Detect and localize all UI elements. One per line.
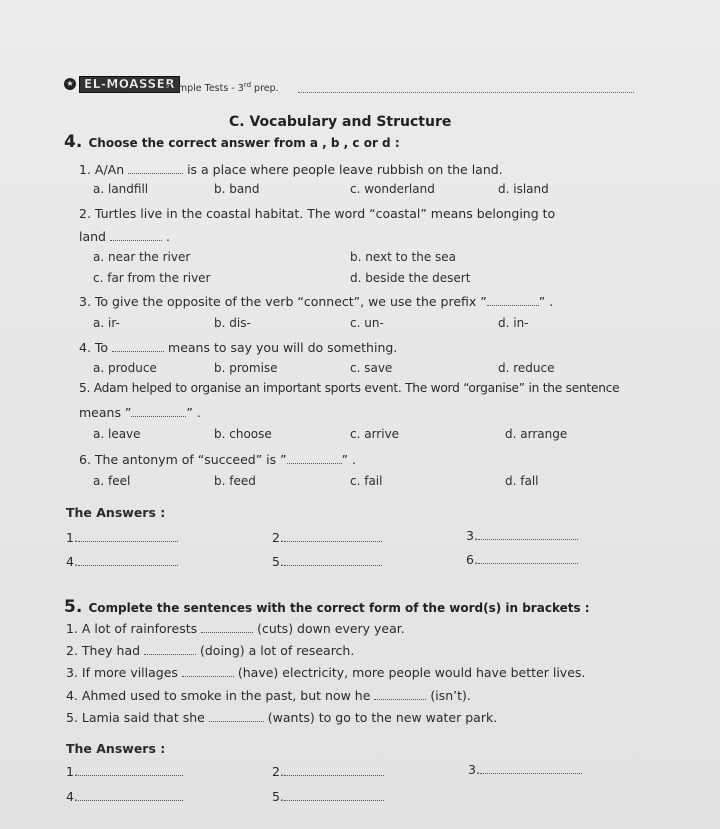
answer-4-6	[466, 552, 578, 567]
question-6	[79, 452, 356, 467]
q3-post: ” .	[538, 294, 554, 309]
q2-post: .	[161, 229, 170, 244]
s4-blank[interactable]	[374, 699, 426, 700]
q2-pre: land	[79, 229, 110, 244]
sentence-3	[66, 665, 585, 680]
answer-5-5	[272, 789, 384, 804]
answer-label: 2.	[272, 530, 284, 545]
q2-option-d[interactable]: d. beside the desert	[350, 271, 471, 285]
q5-blank[interactable]	[131, 416, 186, 417]
section5-heading	[64, 597, 590, 617]
answer-label: 1.	[66, 764, 78, 779]
question-2-line1: 2. Turtles live in the coastal habitat. The word “coastal” means belonging to	[79, 206, 556, 221]
s2-blank[interactable]	[144, 654, 196, 655]
answer-5-1	[66, 764, 183, 779]
q6-option-b[interactable]: b. feed	[214, 474, 256, 488]
question-5-line1: 5. Adam helped to organise an important sports event. The word “organise” in the sentence	[79, 381, 620, 395]
answer-label: 4.	[66, 554, 78, 569]
answer-blank[interactable]	[78, 565, 178, 566]
answer-label: 5.	[272, 789, 284, 804]
answer-blank[interactable]	[480, 773, 582, 774]
answer-blank[interactable]	[478, 563, 578, 564]
answer-blank[interactable]	[478, 539, 578, 540]
logo-emblem-icon: ★	[64, 78, 76, 90]
s5-pre: 5. Lamia said that she	[66, 710, 209, 725]
publisher-logo	[64, 76, 180, 92]
section5-answers-heading: The Answers :	[66, 741, 166, 756]
q5-post: ” .	[186, 405, 201, 420]
q4-option-c[interactable]: c. save	[350, 361, 393, 375]
q3-option-b[interactable]: b. dis-	[214, 316, 251, 330]
answer-label: 2.	[272, 764, 284, 779]
q1-option-b[interactable]: b. band	[214, 182, 260, 196]
q5-option-d[interactable]: d. arrange	[505, 427, 568, 441]
answer-label: 5.	[272, 554, 284, 569]
section4-answers-heading: The Answers :	[66, 505, 166, 520]
question-2-line2	[79, 229, 170, 244]
q1-option-c[interactable]: c. wonderland	[350, 182, 435, 196]
answer-4-4	[66, 554, 178, 569]
q5-option-c[interactable]: c. arrive	[350, 427, 400, 441]
s4-post: (isn’t).	[426, 688, 471, 703]
s4-pre: 4. Ahmed used to smoke in the past, but now he	[66, 688, 375, 703]
q1-blank[interactable]	[128, 173, 183, 174]
q6-blank[interactable]	[287, 463, 342, 464]
s3-post: (have) electricity, more people would have better lives.	[233, 665, 586, 680]
sentence-4	[66, 688, 471, 703]
answer-blank[interactable]	[78, 775, 183, 776]
sample-label-sup: rd	[243, 81, 252, 89]
q4-option-d[interactable]: d. reduce	[498, 361, 555, 375]
q3-pre: 3. To give the opposite of the verb “connect”, we use the prefix ”	[79, 294, 487, 309]
s1-blank[interactable]	[201, 632, 253, 633]
sample-label-text: Sample Tests - 3	[166, 83, 244, 95]
s5-blank[interactable]	[209, 721, 264, 722]
q6-option-d[interactable]: d. fall	[505, 474, 539, 488]
q1-option-d[interactable]: d. island	[498, 182, 549, 196]
q6-option-c[interactable]: c. fail	[350, 474, 383, 488]
answer-4-5	[272, 554, 382, 569]
answer-blank[interactable]	[284, 800, 384, 801]
answer-label: 4.	[66, 789, 78, 804]
q2-option-a[interactable]: a. near the river	[93, 250, 191, 264]
answer-label: 3.	[468, 762, 480, 777]
answer-label: 6.	[466, 552, 478, 567]
q5-pre: means ”	[79, 405, 132, 420]
s3-blank[interactable]	[182, 676, 234, 677]
question-4	[79, 340, 397, 355]
section5-number: 5.	[64, 597, 83, 617]
answer-label: 1.	[66, 530, 78, 545]
q1-option-a[interactable]: a. landfill	[93, 182, 149, 196]
section4-heading	[64, 132, 400, 152]
section5-instruction: Complete the sentences with the correct form of the word(s) in brackets :	[88, 601, 590, 615]
logo-text: EL-MOASSER	[79, 76, 180, 93]
sample-tests-label	[166, 81, 279, 94]
q4-option-a[interactable]: a. produce	[93, 361, 157, 375]
answer-4-2	[272, 530, 382, 545]
q2-option-c[interactable]: c. far from the river	[93, 271, 211, 285]
sample-label-tail: prep.	[251, 83, 279, 95]
answer-blank[interactable]	[284, 775, 384, 776]
q3-option-a[interactable]: a. ir-	[93, 316, 120, 330]
s2-post: (doing) a lot of research.	[196, 643, 355, 658]
answer-blank[interactable]	[284, 541, 382, 542]
section4-number: 4.	[64, 132, 83, 152]
q1-pre: 1. A/An	[79, 162, 129, 177]
q6-pre: 6. The antonym of “succeed” is ”	[79, 452, 287, 467]
question-5-line2	[79, 405, 201, 420]
sentence-5	[66, 710, 497, 725]
q3-option-d[interactable]: d. in-	[498, 316, 529, 330]
answer-blank[interactable]	[78, 541, 178, 542]
q1-post: is a place where people leave rubbish on the land.	[183, 162, 503, 177]
q5-option-b[interactable]: b. choose	[214, 427, 272, 441]
q4-pre: 4. To	[79, 340, 113, 355]
s2-pre: 2. They had	[66, 643, 145, 658]
answer-label: 3.	[466, 528, 478, 543]
s1-pre: 1. A lot of rainforests	[66, 621, 202, 636]
q4-option-b[interactable]: b. promise	[214, 361, 278, 375]
q3-option-c[interactable]: c. un-	[350, 316, 384, 330]
answer-5-3	[468, 762, 582, 777]
q3-blank[interactable]	[487, 305, 539, 306]
answer-5-2	[272, 764, 384, 779]
answer-5-4	[66, 789, 183, 804]
sentence-1	[66, 621, 405, 636]
q2-blank[interactable]	[110, 240, 162, 241]
question-3	[79, 294, 553, 309]
q5-option-a[interactable]: a. leave	[93, 427, 141, 441]
q6-option-a[interactable]: a. feel	[93, 474, 131, 488]
section4-instruction: Choose the correct answer from a , b , c or d :	[88, 136, 400, 150]
question-1	[79, 162, 503, 177]
answer-4-3	[466, 528, 578, 543]
section-title: C. Vocabulary and Structure	[229, 114, 452, 130]
q4-blank[interactable]	[112, 351, 164, 352]
answer-blank[interactable]	[284, 565, 382, 566]
sentence-2	[66, 643, 354, 658]
header-rule	[298, 92, 634, 93]
s5-post: (wants) to go to the new water park.	[263, 710, 498, 725]
answer-blank[interactable]	[78, 800, 183, 801]
q6-post: ” .	[341, 452, 357, 467]
q2-option-b[interactable]: b. next to the sea	[350, 250, 457, 264]
s1-post: (cuts) down every year.	[253, 621, 405, 636]
s3-pre: 3. If more villages	[66, 665, 182, 680]
q4-post: means to say you will do something.	[164, 340, 398, 355]
answer-4-1	[66, 530, 178, 545]
